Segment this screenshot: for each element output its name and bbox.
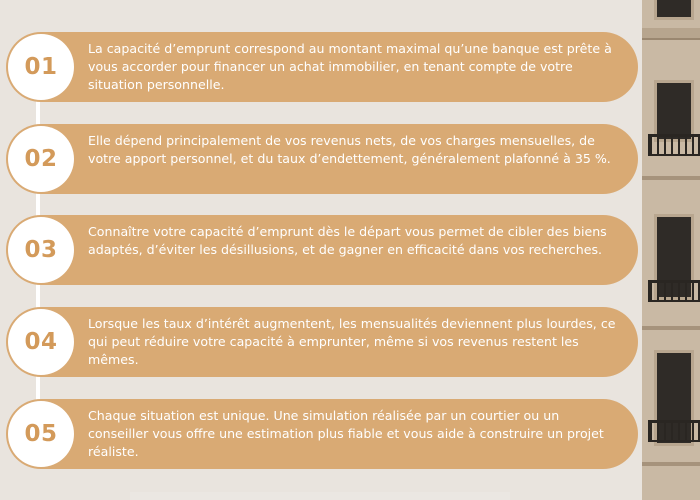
building-floor-line: [642, 176, 700, 180]
building-balcony: [648, 420, 700, 442]
building-facade-image: [642, 0, 700, 500]
step-number: 03: [24, 237, 58, 263]
step-card-4: [6, 307, 638, 377]
step-number-badge: [8, 309, 74, 375]
step-card-1: [6, 32, 638, 102]
step-card-3: [6, 215, 638, 285]
step-number-badge: [8, 34, 74, 100]
step-text: Chaque situation est unique. Une simulation réalisée par un courtier ou un conseiller vous offre une estimation plus fiable et vous aide à construire un projet réaliste.: [88, 408, 604, 459]
step-text: Connaître votre capacité d’emprunt dès le départ vous permet de cibler des biens adaptés, d’éviter les désillusions, et de gagner en efficacité dans vos recherches.: [88, 224, 607, 257]
building-balcony: [648, 134, 700, 156]
step-text: Lorsque les taux d’intérêt augmentent, les mensualités deviennent plus lourdes, ce qui peut réduire votre capacité à emprunter, même si vos revenus restent les mêmes.: [88, 316, 616, 367]
step-number-badge: [8, 401, 74, 467]
building-cornice: [642, 28, 700, 40]
step-card-2: [6, 124, 638, 194]
step-card-5: [6, 399, 638, 469]
step-number-badge: [8, 217, 74, 283]
building-balcony: [648, 280, 700, 302]
step-number: 01: [24, 54, 58, 80]
step-text: La capacité d’emprunt correspond au montant maximal qu’une banque est prête à vous accorder pour financer un achat immobilier, en tenant compte de votre situation personnelle.: [88, 41, 612, 92]
step-number: 04: [24, 329, 58, 355]
bottom-bar: [130, 492, 510, 500]
building-window: [654, 0, 694, 20]
step-number-badge: [8, 126, 74, 192]
building-floor-line: [642, 326, 700, 330]
step-text: Elle dépend principalement de vos revenus nets, de vos charges mensuelles, de votre apport personnel, et du taux d’endettement, généralement plafonné à 35 %.: [88, 133, 611, 166]
building-window: [654, 80, 694, 142]
building-floor-line: [642, 462, 700, 466]
step-number: 02: [24, 146, 58, 172]
step-number: 05: [24, 421, 58, 447]
